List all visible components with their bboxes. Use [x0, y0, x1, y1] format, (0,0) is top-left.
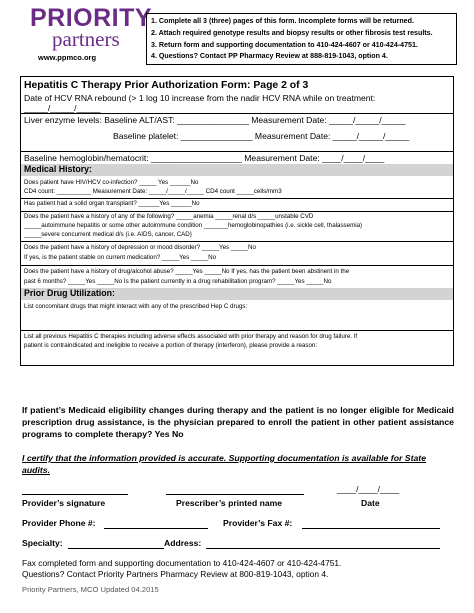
divider [21, 151, 453, 152]
notice-line-2: 2. Attach required genotype results and biopsy results or other fibrosis test results. [151, 28, 433, 37]
liver-enzyme-field[interactable]: Liver enzyme levels: Baseline ALT/AST: _______________ Measurement Date: _____/_____/_____ [24, 115, 406, 125]
certification-statement: I certify that the information provided is accurate. Supporting documentation is available for State audits. [22, 453, 427, 475]
hemoglobin-field[interactable]: Baseline hemoglobin/hematocrit: ___________________ Measurement Date: ____/____/____ [24, 153, 385, 163]
previous-therapies-field-2[interactable]: patient is contraindicated and ineligible to receive a portion of therapy (interferon), please provide a reason: [24, 342, 318, 349]
printed-name-line[interactable] [166, 494, 304, 495]
provider-signature-label: Provider’s signature [22, 498, 106, 508]
logo-sub: partners [52, 27, 120, 51]
cd4-question[interactable]: CD4 count: __________ Measurement Date: _____/_____/_____ CD4 count _____cells/mm3 [24, 188, 282, 195]
platelet-field[interactable]: Baseline platelet: _______________ Measurement Date: _____/_____/_____ [113, 131, 410, 141]
history-question-3[interactable]: _____severe concurrent medical d/s (i.e. AIDS, cancer, CAD) [24, 231, 192, 238]
divider [21, 198, 453, 199]
hiv-question[interactable]: Does patient have HIV/HCV co-infection? _____ Yes ______No [24, 179, 199, 186]
notice-line-4: 4. Questions? Contact PP Pharmacy Review at 888-819-1043, option 4. [151, 52, 388, 61]
provider-fax-label: Provider’s Fax #: [223, 518, 293, 528]
provider-signature-line[interactable] [22, 494, 128, 495]
divider [21, 241, 453, 242]
history-question-2[interactable]: _____autoimmune hepatitis or some other autoimmune condition _______hemoglobinopathies (i.e. sickle cell, thalassemia) [24, 222, 363, 229]
notice-line-3: 3. Return form and supporting documentation to 410-424-4607 or 410-424-4751. [151, 40, 418, 49]
provider-phone-label: Provider Phone #: [22, 518, 96, 528]
hcv-rna-question: Date of HCV RNA rebound (> 1 log 10 increase from the nadir HCV RNA while on treatment: [24, 93, 376, 103]
form-section [20, 76, 454, 366]
form-title: Hepatitis C Therapy Prior Authorization Form: Page 2 of 3 [24, 80, 309, 91]
specialty-label: Specialty: [22, 538, 63, 548]
drug-abuse-question-2[interactable]: past 6 months? _____Yes _____No Is the patient currently in a drug rehabilitation program? _____Yes _____No [24, 278, 332, 285]
instructions-box [146, 13, 457, 65]
divider [21, 211, 453, 212]
prior-drug-header: Prior Drug Utilization: [21, 288, 453, 300]
specialty-line[interactable] [68, 548, 164, 549]
previous-therapies-field-1[interactable]: List all previous Hepatitis C therapies including adverse effects associated with prior therapy and reason for drug failure. If [24, 333, 358, 340]
history-question-1[interactable]: Does the patient have a history of any of the following? _____anemia _____renal d/s _____unstable CVD [24, 213, 314, 220]
provider-fax-line[interactable] [302, 528, 440, 529]
questions-contact: Questions? Contact Priority Partners Pharmacy Review at 800-819-1043, option 4. [22, 569, 329, 579]
concomitant-drugs-field[interactable]: List concomitant drugs that might interact with any of the prescribed Hep C drugs: [24, 303, 248, 310]
medical-history-header: Medical History: [21, 164, 453, 176]
divider [21, 265, 453, 266]
depression-question[interactable]: Does the patient have a history of depression or mood disorder? _____Yes _____No [24, 244, 256, 251]
address-line[interactable] [206, 548, 440, 549]
medicaid-question: If patient’s Medicaid eligibility changes during therapy and the patient is no longer eligible for Medicaid prescription drug assistance, is the physician prepared to enroll the patient in other patient assistance programs to complete therapy? Yes No [22, 405, 454, 440]
fax-instructions: Fax completed form and supporting documentation to 410-424-4607 or 410-424-4751. [22, 558, 342, 568]
printed-name-label: Prescriber’s printed name [176, 498, 283, 508]
address-label: Address: [164, 538, 202, 548]
date-label: Date [361, 498, 380, 508]
drug-abuse-question-1[interactable]: Does the patient have a history of drug/alcohol abuse? _____Yes _____No If yes, has the patient been abstinent in the [24, 268, 350, 275]
provider-phone-line[interactable] [104, 528, 208, 529]
hcv-rna-date-field[interactable]: _____/_____/_____ [24, 103, 101, 113]
divider [21, 330, 453, 331]
stable-question[interactable]: If yes, is the patient stable on current medication? _____Yes _____No [24, 254, 217, 261]
logo-url: www.ppmco.org [38, 53, 97, 62]
priority-partners-logo [30, 4, 153, 62]
date-field[interactable]: ____/____/____ [337, 484, 400, 494]
divider [21, 113, 453, 114]
updated-footer: Priority Partners, MCO Updated 04.2015 [22, 585, 159, 594]
transplant-question[interactable]: Has patient had a solid organ transplant? ______Yes ______No [24, 200, 200, 207]
notice-line-1: 1. Complete all 3 (three) pages of this form. Incomplete forms will be returned. [151, 17, 414, 25]
logo-brand: PRIORITY [30, 4, 153, 32]
